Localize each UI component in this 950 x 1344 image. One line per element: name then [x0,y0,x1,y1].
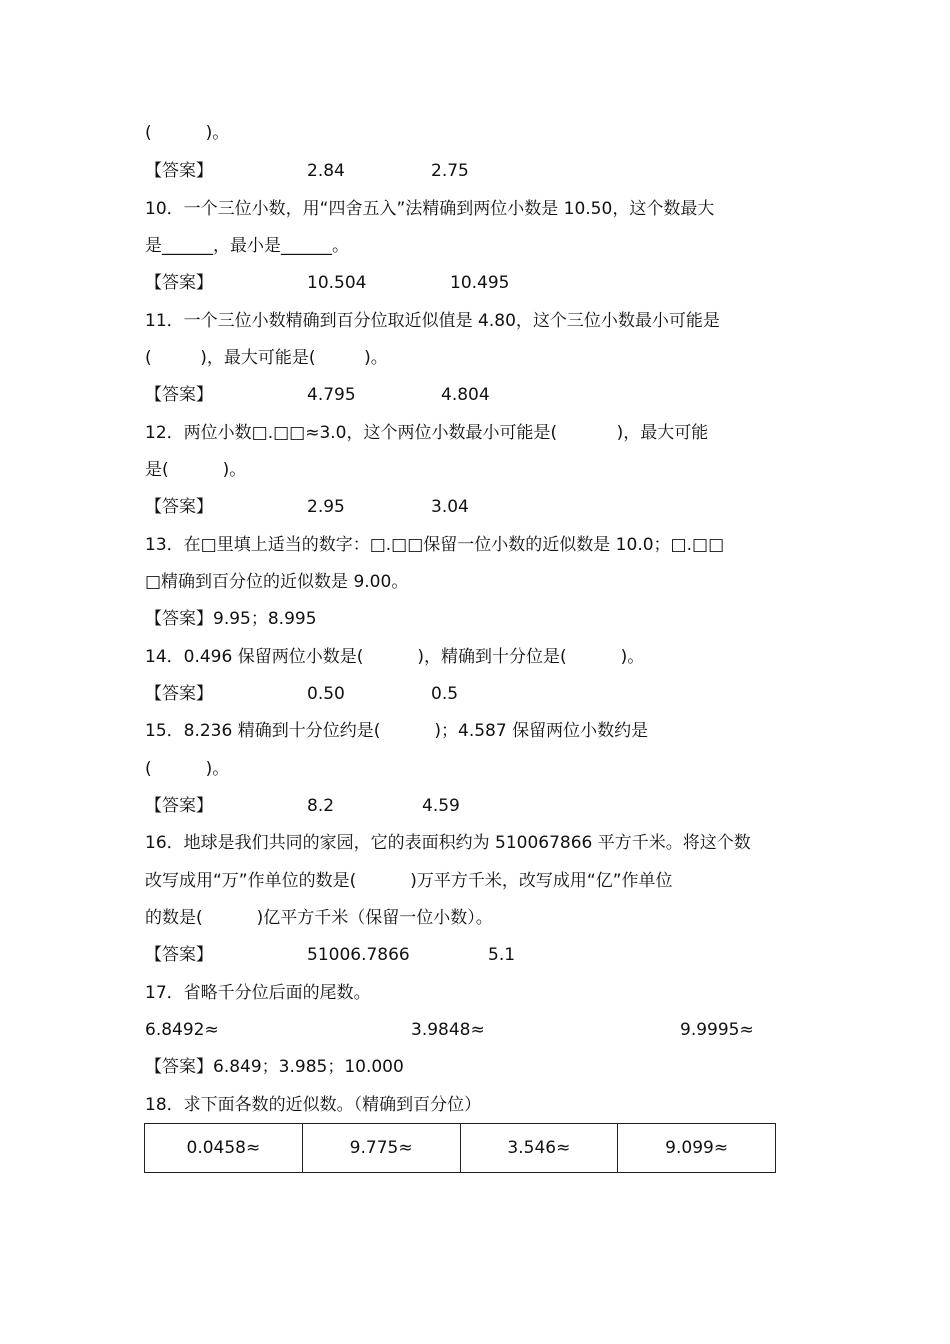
answer-label-14: 【答案】 [145,684,213,704]
q16-line3: 的数是( )亿平方千米（保留一位小数）。 [145,908,493,928]
table-cell: 9.099≈ [618,1124,776,1173]
table-row [145,1124,776,1173]
q16-line2: 改写成用“万”作单位的数是( )万平方千米，改写成用“亿”作单位 [145,871,673,891]
q13-line1: 13．在□里填上适当的数字：□.□□保留一位小数的近似数是 10.0；□.□□ [145,535,725,555]
q10-line1: 10．一个三位小数，用“四舍五入”法精确到两位小数是 10.50，这个数最大 [145,199,715,219]
answer-15-1: 8.2 [307,796,335,816]
q13-line2: □精确到百分位的近似数是 9.00。 [145,572,409,592]
answer-14-1: 0.50 [307,684,345,704]
answer-label-10: 【答案】 [145,273,213,293]
answer-17: 【答案】6.849；3.985；10.000 [145,1057,404,1077]
answer-label-12: 【答案】 [145,497,213,517]
q18: 18．求下面各数的近似数。（精确到百分位） [145,1095,482,1115]
answer-15-2: 4.59 [422,796,460,816]
q14: 14．0.496 保留两位小数是( )，精确到十分位是( )。 [145,647,645,667]
q9-tail: ( )。 [145,123,230,143]
answer-11-1: 4.795 [307,385,356,405]
answer-12-1: 2.95 [307,497,345,517]
answer-12-2: 3.04 [431,497,469,517]
table-cell: 9.775≈ [302,1124,460,1173]
answer-label-16: 【答案】 [145,945,213,965]
answer-16-1: 51006.7866 [307,945,410,965]
answer-label-9: 【答案】 [145,161,213,181]
q17-item-a: 6.8492≈ [145,1020,219,1040]
q17: 17．省略千分位后面的尾数。 [145,983,371,1003]
q12-line1: 12．两位小数□.□□≈3.0，这个两位小数最小可能是( )，最大可能 [145,423,709,443]
answer-label-11: 【答案】 [145,385,213,405]
q17-item-c: 9.9995≈ [680,1020,754,1040]
q11-line1: 11．一个三位小数精确到百分位取近似值是 4.80，这个三位小数最小可能是 [145,311,720,331]
table-cell: 0.0458≈ [145,1124,303,1173]
table-cell: 3.546≈ [460,1124,618,1173]
answer-14-2: 0.5 [431,684,459,704]
answer-13: 【答案】9.95；8.995 [145,609,317,629]
q11-line2: ( )，最大可能是( )。 [145,348,388,368]
q18-table [144,1123,776,1173]
q15-line2: ( )。 [145,759,230,779]
answer-10-1: 10.504 [307,273,367,293]
answer-9-2: 2.75 [431,161,469,181]
answer-11-2: 4.804 [441,385,490,405]
answer-16-2: 5.1 [488,945,516,965]
q15-line1: 15．8.236 精确到十分位约是( )；4.587 保留两位小数约是 [145,721,649,741]
q10-line2: 是______，最小是______。 [145,236,349,256]
q16-line1: 16．地球是我们共同的家园，它的表面积约为 510067866 平方千米。将这个数 [145,833,751,853]
answer-label-15: 【答案】 [145,796,213,816]
q17-item-b: 3.9848≈ [411,1020,485,1040]
q12-line2: 是( )。 [145,460,247,480]
answer-9-1: 2.84 [307,161,345,181]
answer-10-2: 10.495 [450,273,510,293]
